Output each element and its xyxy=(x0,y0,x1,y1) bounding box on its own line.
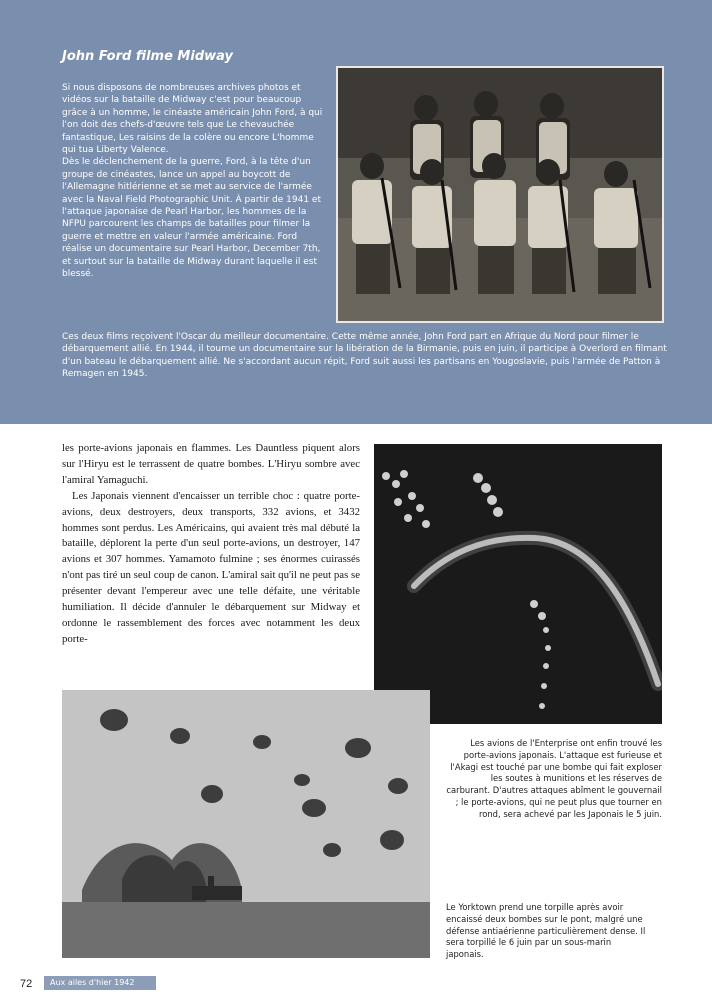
photo-film-crew xyxy=(336,66,664,323)
sidebar-paragraph: Si nous disposons de nombreuses archives photos et vidéos sur la bataille de Midway c'est pour beaucoup grâce à un homme, le cinéaste américain John Ford, à qui l'on doit des chefs-d'œuvre tels que Le chevauchée fantastique, Les raisins de la colère ou encore L'homme qui tua Liberty Valence. xyxy=(62,83,323,156)
photo-yorktown-battle xyxy=(62,690,430,958)
photo-yorktown-battle-image xyxy=(62,690,430,958)
caption-carrier-attack: Les avions de l'Enterprise ont enfin trouvé les porte-avions japonais. L'attaque est furieuse et l'Akagi est touché par une bombe qui fait exploser les soutes à munitions et les réserves de carburant. D'autres attaques abîment le gouvernail ; le porte-avions, qui ne peut plus que tourner en rond, sera achevé par les Japonais le 5 juin. xyxy=(446,738,662,819)
body-paragraph: les porte-avions japonais en flammes. Les Dauntless piquent alors sur l'Hiryu est le terrassent de quatre bombes. L'Hiryu sombre avec l'amiral Yamaguchi. xyxy=(62,442,360,486)
page-number: 72 xyxy=(20,978,33,990)
sidebar-text-full: Ces deux films reçoivent l'Oscar du meilleur documentaire. Cette même année, John Ford part en Afrique du Nord pour filmer le débarquement allié. En 1944, il tourne un documentaire sur la libération de la Birmanie, puis en juin, il participe à Overlord en filmant d'un bateau le débarquement allié. Ne s'accordant aucun répit, Ford suit aussi les partisans en Yougoslavie, puis l'armée de Patton à Remagen en 1945. xyxy=(62,332,667,380)
article-body xyxy=(62,441,360,648)
sidebar-text xyxy=(62,82,324,281)
photo-carrier-aerial xyxy=(374,444,662,724)
photo-film-crew-image xyxy=(338,68,662,321)
caption-yorktown: Le Yorktown prend une torpille après avoir encaissé deux bombes sur le pont, malgré une défense antiaérienne particulièrement dense. Il sera torpillé le 6 juin par un sous-marin japonais. xyxy=(446,902,646,960)
sidebar-title: John Ford filme Midway xyxy=(62,49,233,64)
body-paragraph: Les Japonais viennent d'encaisser un terrible choc : quatre porte-avions, deux destroyers, deux transports, 332 avions, et 3432 hommes sont perdus. Les Américains, qui avaient très mal débuté la bataille, déplorent la perte d'un seul porte-avions, un destroyer, 147 avions et 307 hommes. Yamamoto fulmine ; ses énormes cuirassés n'ont pas tiré un seul coup de canon. L'amiral sait qu'il ne peut pas se présenter devant l'empereur avec une telle défaite, une véritable humiliation. Il décide d'annuler le débarquement sur Midway et ordonne le rassemblement des forces avec notamment les deux porte- xyxy=(62,489,360,645)
footer-section-label: Aux ailes d'hier 1942 xyxy=(50,978,135,987)
photo-carrier-aerial-image xyxy=(374,444,662,724)
sidebar-paragraph: Dès le déclenchement de la guerre, Ford, à la tête d'un groupe de cinéastes, lance un appel au boycott de l'Allemagne hitlérienne et se met au service de l'armée avec la Naval Field Photographic Unit. À partir de 1941 et l'attaque japonaise de Pearl Harbor, les hommes de la NFPU parcourent les champs de batailles pour filmer la guerre et mettre en valeur l'armée américaine. Ford réalise un documentaire sur Pearl Harbor, December 7th, et surtout sur la bataille de Midway durant laquelle il est blessé. xyxy=(62,157,321,280)
sidebar-box xyxy=(0,0,712,424)
